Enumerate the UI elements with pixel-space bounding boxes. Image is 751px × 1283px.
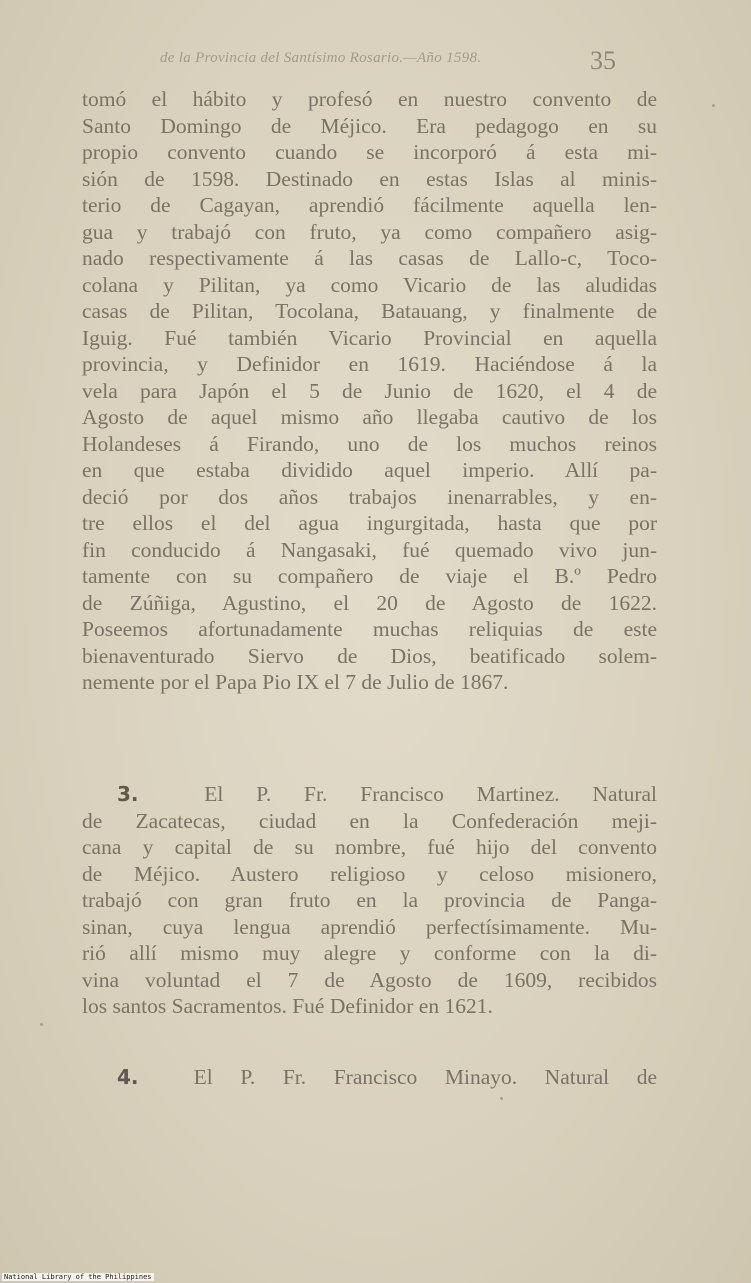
text-line: Santo Domingo de Méjico. Era pedagogo en su [82, 113, 657, 138]
text-line: de Zacatecas, ciudad en la Confederación meji- [82, 808, 657, 833]
text-line: los santos Sacramentos. Fué Definidor en 1621. [82, 994, 493, 1018]
text-line: nado respectivamente á las casas de Lallo-c, Toco- [82, 246, 657, 270]
paragraph-3 [117, 1064, 657, 1091]
text-line: tamente con su compañero de viaje el B.º Pedro [82, 564, 657, 588]
text-line: Agosto de aquel mismo año llegaba cautivo de los [82, 405, 657, 429]
text-line: nemente por el Papa Pio IX el 7 de Julio de 1867. [82, 670, 509, 694]
paper-speck [712, 104, 715, 107]
text-line: colana y Pilitan, ya como Vicario de las aludidas [82, 272, 657, 297]
running-title: de la Provincia del Santísimo Rosario.—Año 1598. [160, 50, 482, 66]
text-line: bienaventurado Siervo de Dios, beatificado solem- [82, 643, 657, 668]
text-line: fin conducido á Nangasaki, fué quemado vivo jun- [82, 537, 657, 562]
text-line: cana y capital de su nombre, fué hijo del convento [82, 835, 657, 859]
text-line: sión de 1598. Destinado en estas Islas al minis- [82, 166, 657, 191]
text-line: casas de Pilitan, Tocolana, Batauang, y finalmente de [82, 299, 657, 323]
paper-speck [500, 1097, 503, 1100]
paragraph-1 [82, 86, 657, 696]
text-line: gua y trabajó con fruto, ya como compañero asig- [82, 219, 657, 244]
text-line: Iguig. Fué también Vicario Provincial en aquella [82, 325, 657, 350]
paragraph-2 [82, 781, 657, 1020]
text-line: de Zúñiga, Agustino, el 20 de Agosto de 1622. [82, 590, 657, 615]
entry-heading: El P. Fr. Francisco Martinez. Natural [204, 782, 657, 806]
text-line: trabajó con gran fruto en la provincia de Panga- [82, 888, 657, 912]
text-line: en que estaba dividido aquel imperio. Allí pa- [82, 458, 657, 482]
entry-heading: El P. Fr. Francisco Minayo. Natural de [193, 1065, 658, 1089]
text-line: Holandeses á Firando, uno de los muchos reinos [82, 431, 657, 456]
page-number: 35 [590, 46, 616, 75]
text-line: provincia, y Definidor en 1619. Haciéndose á la [82, 352, 657, 376]
paper-speck [40, 1023, 43, 1026]
library-footer: National Library of the Philippines [4, 1273, 152, 1281]
text-line: propio convento cuando se incorporó á esta mi- [82, 140, 657, 164]
text-line: de Méjico. Austero religioso y celoso misionero, [82, 861, 657, 886]
text-line: rió allí mismo muy alegre y conforme con la di- [82, 941, 657, 965]
text-line: deció por dos años trabajos inenarrables, y en- [82, 484, 657, 509]
text-line [82, 781, 657, 808]
entry-number: 3. [117, 782, 139, 806]
text-line: vina voluntad el 7 de Agosto de 1609, recibidos [82, 967, 657, 992]
text-line: tomó el hábito y profesó en nuestro convento de [82, 87, 657, 111]
text-line: tre ellos el del agua ingurgitada, hasta que por [82, 511, 657, 535]
entry-number: 4. [117, 1065, 139, 1089]
text-line: vela para Japón el 5 de Junio de 1620, el 4 de [82, 378, 657, 403]
text-line: terio de Cagayan, aprendió fácilmente aquella len- [82, 193, 657, 217]
text-line: sinan, cuya lengua aprendió perfectísimamente. Mu- [82, 914, 657, 939]
text-line: Poseemos afortunadamente muchas reliquias de este [82, 617, 657, 641]
text-line [117, 1064, 657, 1091]
